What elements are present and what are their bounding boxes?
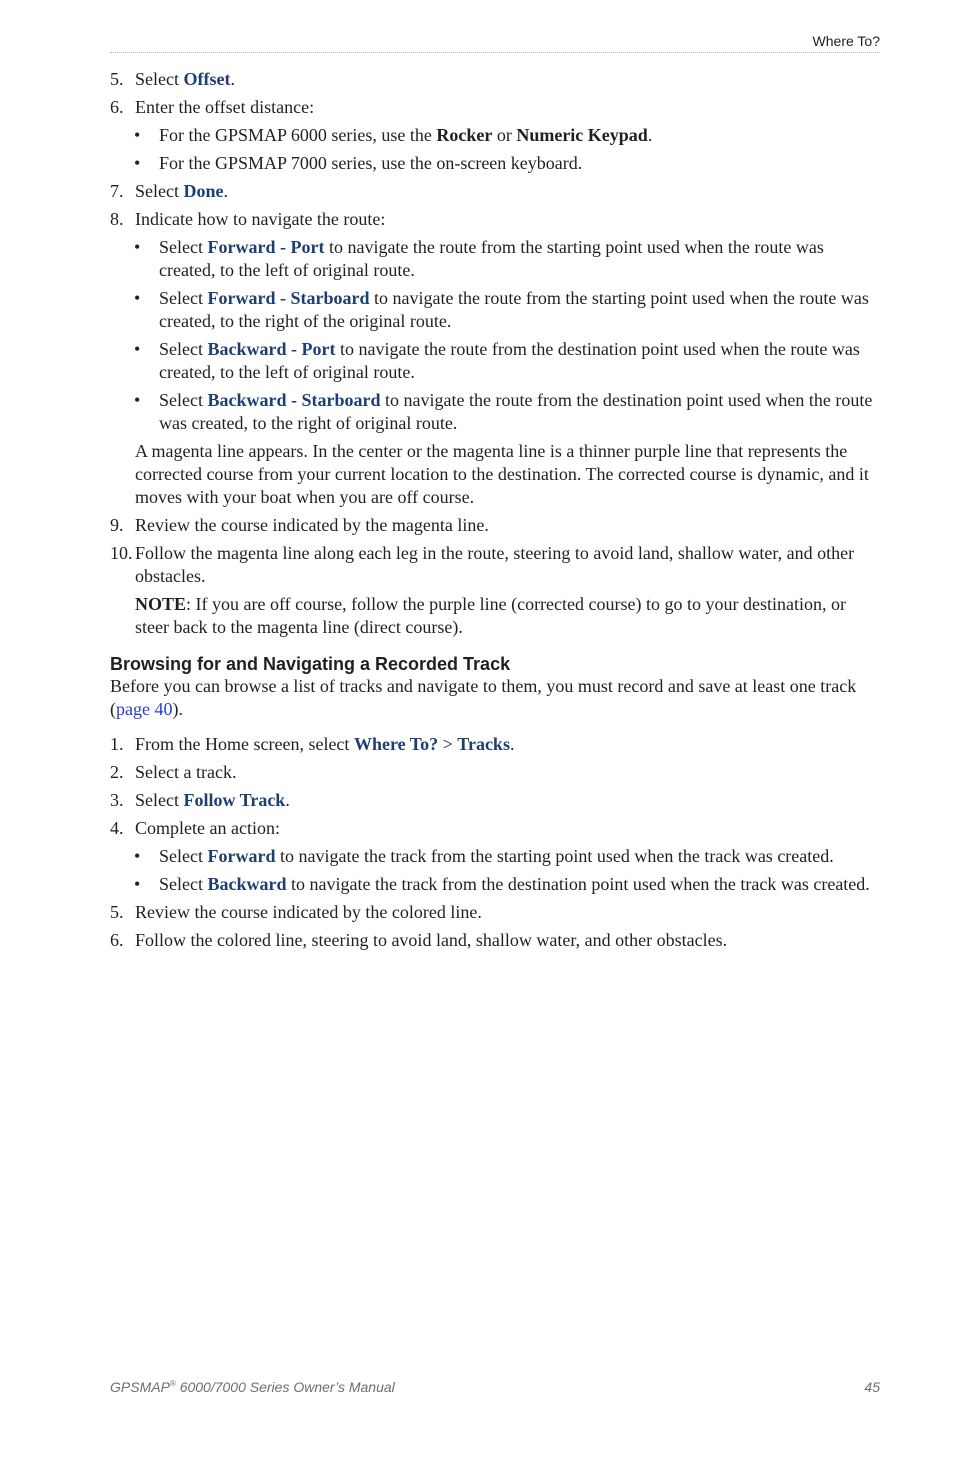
punct: .: [647, 125, 653, 145]
footer-product: GPSMAP: [110, 1379, 170, 1395]
bullet-icon: •: [134, 237, 141, 257]
bullet-text: Select: [159, 874, 208, 894]
bullet-icon: •: [134, 339, 141, 359]
note-paragraph: [110, 593, 880, 639]
step-number: 7.: [110, 181, 124, 201]
bullet-icon: •: [134, 125, 141, 145]
step-text: Select: [135, 790, 184, 810]
punct: .: [230, 69, 235, 89]
track-step-5: [110, 901, 880, 924]
step-text: Enter the offset distance:: [135, 97, 315, 117]
keyword-forward-starboard: Forward - Starboard: [207, 288, 370, 308]
track-step-4: [110, 817, 880, 840]
bullet-backward: [110, 873, 880, 896]
keyword-tracks: Tracks: [457, 734, 510, 754]
keyword-forward-port: Forward - Port: [207, 237, 325, 257]
step-number: 8.: [110, 209, 124, 229]
bullet-text: For the GPSMAP 6000 series, use the: [159, 125, 437, 145]
bullet-text: to navigate the route from the starting point used when the route was created, to the right of the original route.: [159, 288, 869, 331]
step-number: 6.: [110, 97, 124, 117]
page-link[interactable]: page 40: [116, 699, 173, 719]
step-text: Complete an action:: [135, 818, 280, 838]
header-rule: [110, 52, 880, 53]
bullet-text: Select: [159, 288, 208, 308]
bullet-text: Select: [159, 237, 208, 257]
note-label: NOTE: [135, 594, 187, 614]
keyword-forward: Forward: [207, 846, 276, 866]
bullet-icon: •: [134, 288, 141, 308]
bullet-text: to navigate the route from the destination point used when the route was created, to the left of original route.: [159, 339, 860, 382]
track-step-2: [110, 761, 880, 784]
step-text: Review the course indicated by the magenta line.: [135, 515, 489, 535]
step-number: 6.: [110, 930, 124, 950]
intro-text: ).: [172, 699, 183, 719]
step-text: Review the course indicated by the colored line.: [135, 902, 482, 922]
intro-paragraph: [110, 675, 880, 721]
step-number: 5.: [110, 902, 124, 922]
step-9: [110, 514, 880, 537]
step-text: Select: [135, 69, 184, 89]
bullet-backward-starboard: [110, 389, 880, 435]
bullet-backward-port: [110, 338, 880, 384]
track-step-1: [110, 733, 880, 756]
bullet-text: For the GPSMAP 7000 series, use the on-screen keyboard.: [159, 153, 583, 173]
intro-text: Before you can browse a list of tracks and navigate to them, you must record and save at least one track (: [110, 676, 857, 719]
bullet-text: Select: [159, 846, 208, 866]
step-number: 1.: [110, 734, 124, 754]
bullet-text: to navigate the track from the destination point used when the track was created.: [286, 874, 870, 894]
step-number: 9.: [110, 515, 124, 535]
magenta-line-paragraph: A magenta line appears. In the center or the magenta line is a thinner purple line that represents the corrected course from your current location to the destination. The corrected course is dynamic, and it moves with your boat when you are off course.: [135, 441, 869, 507]
registered-mark: ®: [169, 1379, 176, 1388]
bullet-icon: •: [134, 874, 141, 894]
keyword-follow-track: Follow Track: [183, 790, 286, 810]
bullet-forward: [110, 845, 880, 868]
bullet-text: to navigate the track from the starting point used when the track was created.: [275, 846, 834, 866]
step-text: Select: [135, 181, 184, 201]
punct: .: [223, 181, 228, 201]
footer-manual-title: [110, 1379, 395, 1395]
step-text: Indicate how to navigate the route:: [135, 209, 386, 229]
bullet-7000: [110, 152, 880, 175]
keyword-where-to: Where To?: [353, 734, 439, 754]
page-number: 45: [864, 1379, 880, 1395]
keyword-rocker: Rocker: [436, 125, 493, 145]
note-text: : If you are off course, follow the purple line (corrected course) to go to your destination, or steer back to the magenta line (direct course).: [135, 594, 846, 637]
track-step-6: [110, 929, 880, 952]
keyword-done: Done: [183, 181, 224, 201]
step-5: [110, 68, 880, 91]
punct: .: [509, 734, 515, 754]
step-number: 2.: [110, 762, 124, 782]
step-number: 10.: [110, 543, 133, 563]
step-number: 3.: [110, 790, 124, 810]
step-7: [110, 180, 880, 203]
step-text: >: [438, 734, 458, 754]
bullet-text: to navigate the route from the destination point used when the route was created, to the right of original route.: [159, 390, 873, 433]
step-text: Select a track.: [135, 762, 237, 782]
step-10: [110, 542, 880, 588]
step-text: From the Home screen, select: [135, 734, 354, 754]
keyword-offset: Offset: [183, 69, 231, 89]
track-step-3: [110, 789, 880, 812]
footer-title: 6000/7000 Series Owner’s Manual: [175, 1379, 395, 1395]
step-number: 5.: [110, 69, 124, 89]
page-content: [110, 68, 880, 957]
keyword-backward: Backward: [207, 874, 287, 894]
step-number: 4.: [110, 818, 124, 838]
step-text: Follow the colored line, steering to avoid land, shallow water, and other obstacles.: [135, 930, 728, 950]
step-8: [110, 208, 880, 231]
step-6: [110, 96, 880, 119]
bullet-text: Select: [159, 390, 208, 410]
keyword-numeric-keypad: Numeric Keypad: [516, 125, 648, 145]
bullet-icon: •: [134, 846, 141, 866]
bullet-text: Select: [159, 339, 208, 359]
step-text: Follow the magenta line along each leg in the route, steering to avoid land, shallow water, and other obstacles.: [135, 543, 855, 586]
keyword-backward-port: Backward - Port: [207, 339, 336, 359]
section-heading: Browsing for and Navigating a Recorded Track: [110, 654, 511, 674]
bullet-forward-port: [110, 236, 880, 282]
running-header: Where To?: [812, 33, 880, 49]
keyword-backward-starboard: Backward - Starboard: [207, 390, 381, 410]
bullet-forward-starboard: [110, 287, 880, 333]
bullet-text: to navigate the route from the starting point used when the route was created, to the left of original route.: [159, 237, 824, 280]
bullet-icon: •: [134, 390, 141, 410]
punct: .: [285, 790, 290, 810]
bullet-text: or: [492, 125, 517, 145]
bullet-6000: [110, 124, 880, 147]
bullet-icon: •: [134, 153, 141, 173]
